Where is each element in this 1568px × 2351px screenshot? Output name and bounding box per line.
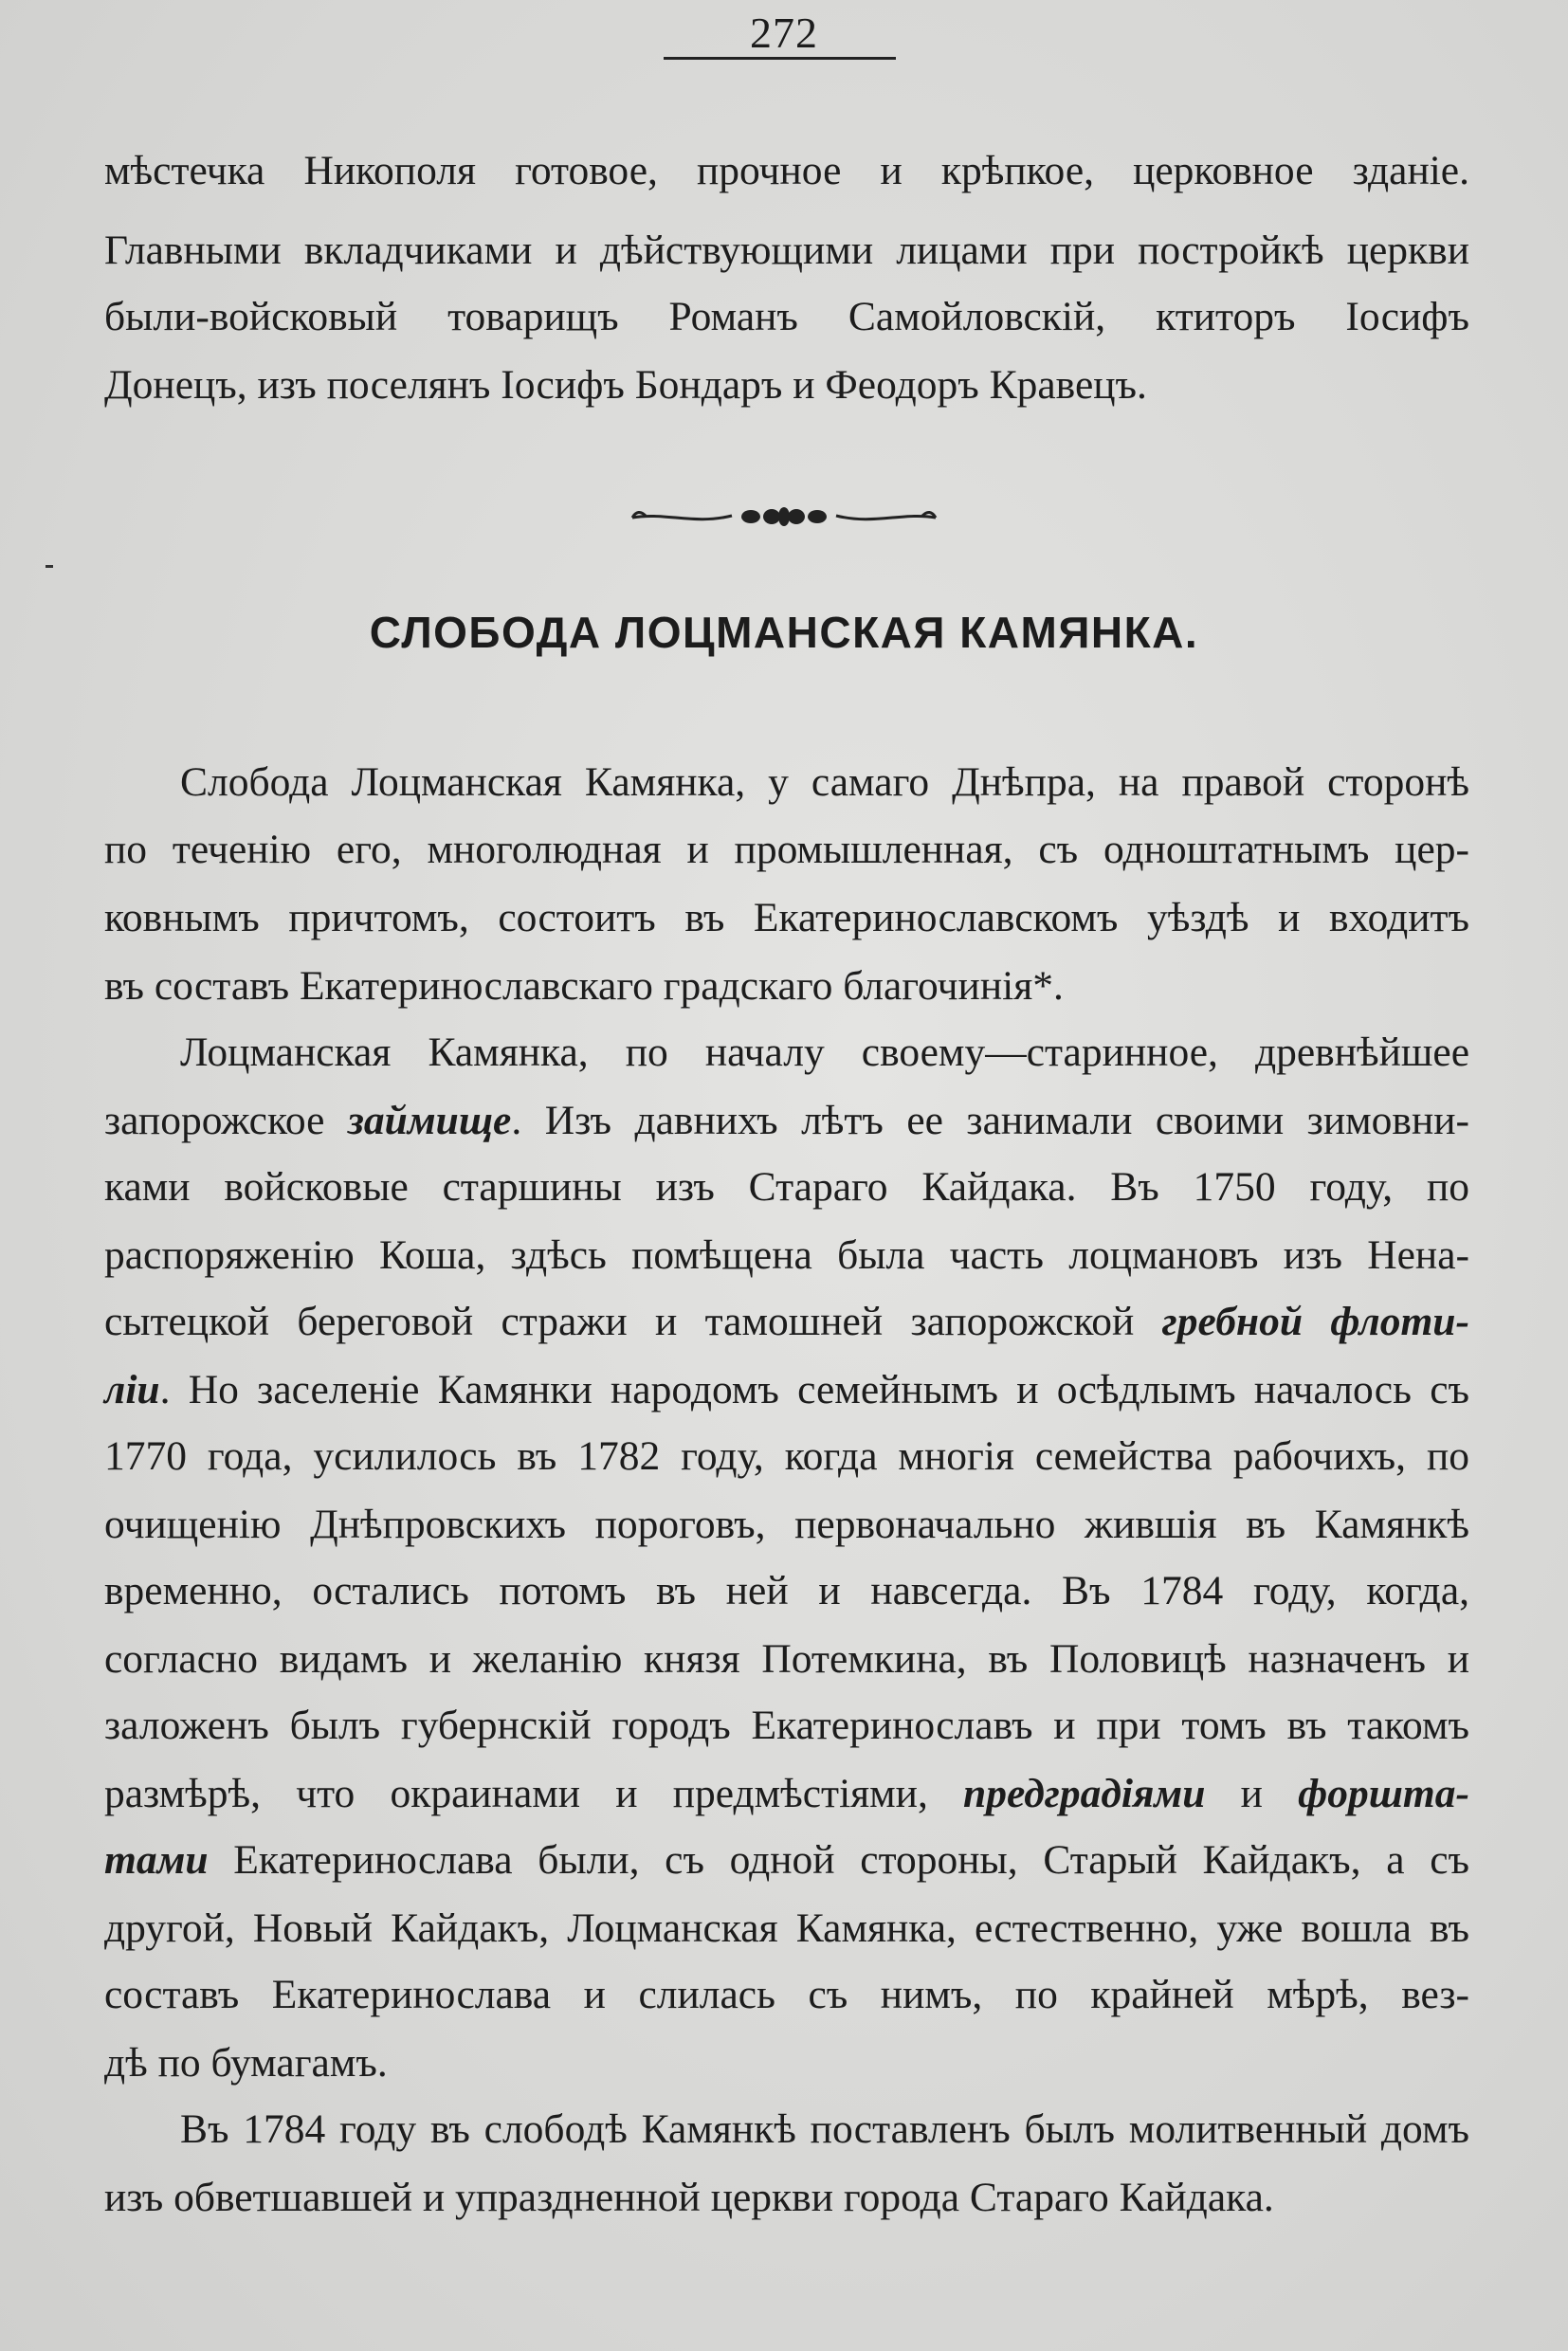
italic-term: тами (104, 1837, 209, 1883)
text-line: были-войсковый товарищъ Романъ Самойловскій, ктиторъ Іосифъ (104, 294, 1469, 339)
page-number: 272 (750, 9, 818, 57)
italic-term: займище (347, 1098, 512, 1143)
text-line: временно, остались потомъ въ ней и навсегда. Въ 1784 году, когда, (104, 1568, 1469, 1613)
text-line: Слобода Лоцманская Камянка, у самаго Днѣпра, на правой сторонѣ (180, 759, 1469, 805)
italic-term: гребной флоти- (1161, 1299, 1469, 1344)
text-line: размѣрѣ, что окраинами и предмѣстіями, предградіями и форшта- (104, 1771, 1470, 1816)
text-line: Въ 1784 году въ слободѣ Камянкѣ поставленъ былъ молитвенный домъ (180, 2106, 1469, 2152)
italic-term: предградіями (963, 1771, 1206, 1816)
text-line: запорожское займище. Изъ давнихъ лѣтъ ее занимали своими зимовни- (104, 1098, 1469, 1143)
text-line: мѣстечка Никополя готовое, прочное и крѣпкое, церковное зданіе. (104, 148, 1469, 193)
text-line: въ составъ Екатеринославскаго градскаго благочинія*. (104, 963, 1064, 1009)
text-line: согласно видамъ и желанію князя Потемкина, въ Половицѣ назначенъ и (104, 1636, 1469, 1682)
text-line: сытецкой береговой стражи и тамошней запорожской гребной флоти- (104, 1299, 1469, 1344)
text-line: составъ Екатеринослава и слилась съ нимъ, по крайней мѣрѣ, вез- (104, 1972, 1469, 2017)
italic-term: форшта- (1298, 1771, 1470, 1816)
text-line: распоряженію Коша, здѣсь помѣщена была часть лоцмановъ изъ Нена- (104, 1232, 1469, 1278)
text-line: тами Екатеринослава были, съ одной стороны, Старый Кайдакъ, а съ (104, 1837, 1469, 1883)
text-line: ками войсковые старшины изъ Стараго Кайдака. Въ 1750 году, по (104, 1164, 1469, 1210)
text-line: ковнымъ причтомъ, состоитъ въ Екатеринославскомъ уѣздѣ и входитъ (104, 895, 1469, 940)
margin-mark (46, 565, 53, 568)
text-line: изъ обветшавшей и упраздненной церкви города Стараго Кайдака. (104, 2175, 1274, 2220)
text-line: другой, Новый Кайдакъ, Лоцманская Камянка, естественно, уже вошла въ (104, 1905, 1469, 1951)
header-rule (664, 57, 896, 60)
divider-ornament (628, 493, 940, 540)
text-line: 1770 года, усилилось въ 1782 году, когда многія семейства рабочихъ, по (104, 1433, 1469, 1479)
text-line: дѣ по бумагамъ. (104, 2040, 388, 2086)
text-line: Главными вкладчиками и дѣйствующими лицами при постройкѣ церкви (104, 228, 1469, 273)
text-line: заложенъ былъ губернскій городъ Екатеринославъ и при томъ въ такомъ (104, 1703, 1469, 1748)
text-line: Донецъ, изъ поселянъ Іосифъ Бондаръ и Феодоръ Кравецъ. (104, 362, 1147, 408)
italic-term: ліи (104, 1367, 160, 1412)
text-line: ліи. Но заселеніе Камянки народомъ семейнымъ и осѣдлымъ началось съ (104, 1367, 1469, 1412)
text-line: очищенію Днѣпровскихъ пороговъ, первоначально жившія въ Камянкѣ (104, 1502, 1469, 1547)
text-line: Лоцманская Камянка, по началу своему—старинное, древнѣйшее (180, 1030, 1469, 1075)
section-title: СЛОБОДА ЛОЦМАНСКАЯ КАМЯНКА. (369, 608, 1199, 657)
text-line: по теченію его, многолюдная и промышленная, съ одноштатнымъ цер- (104, 827, 1469, 872)
